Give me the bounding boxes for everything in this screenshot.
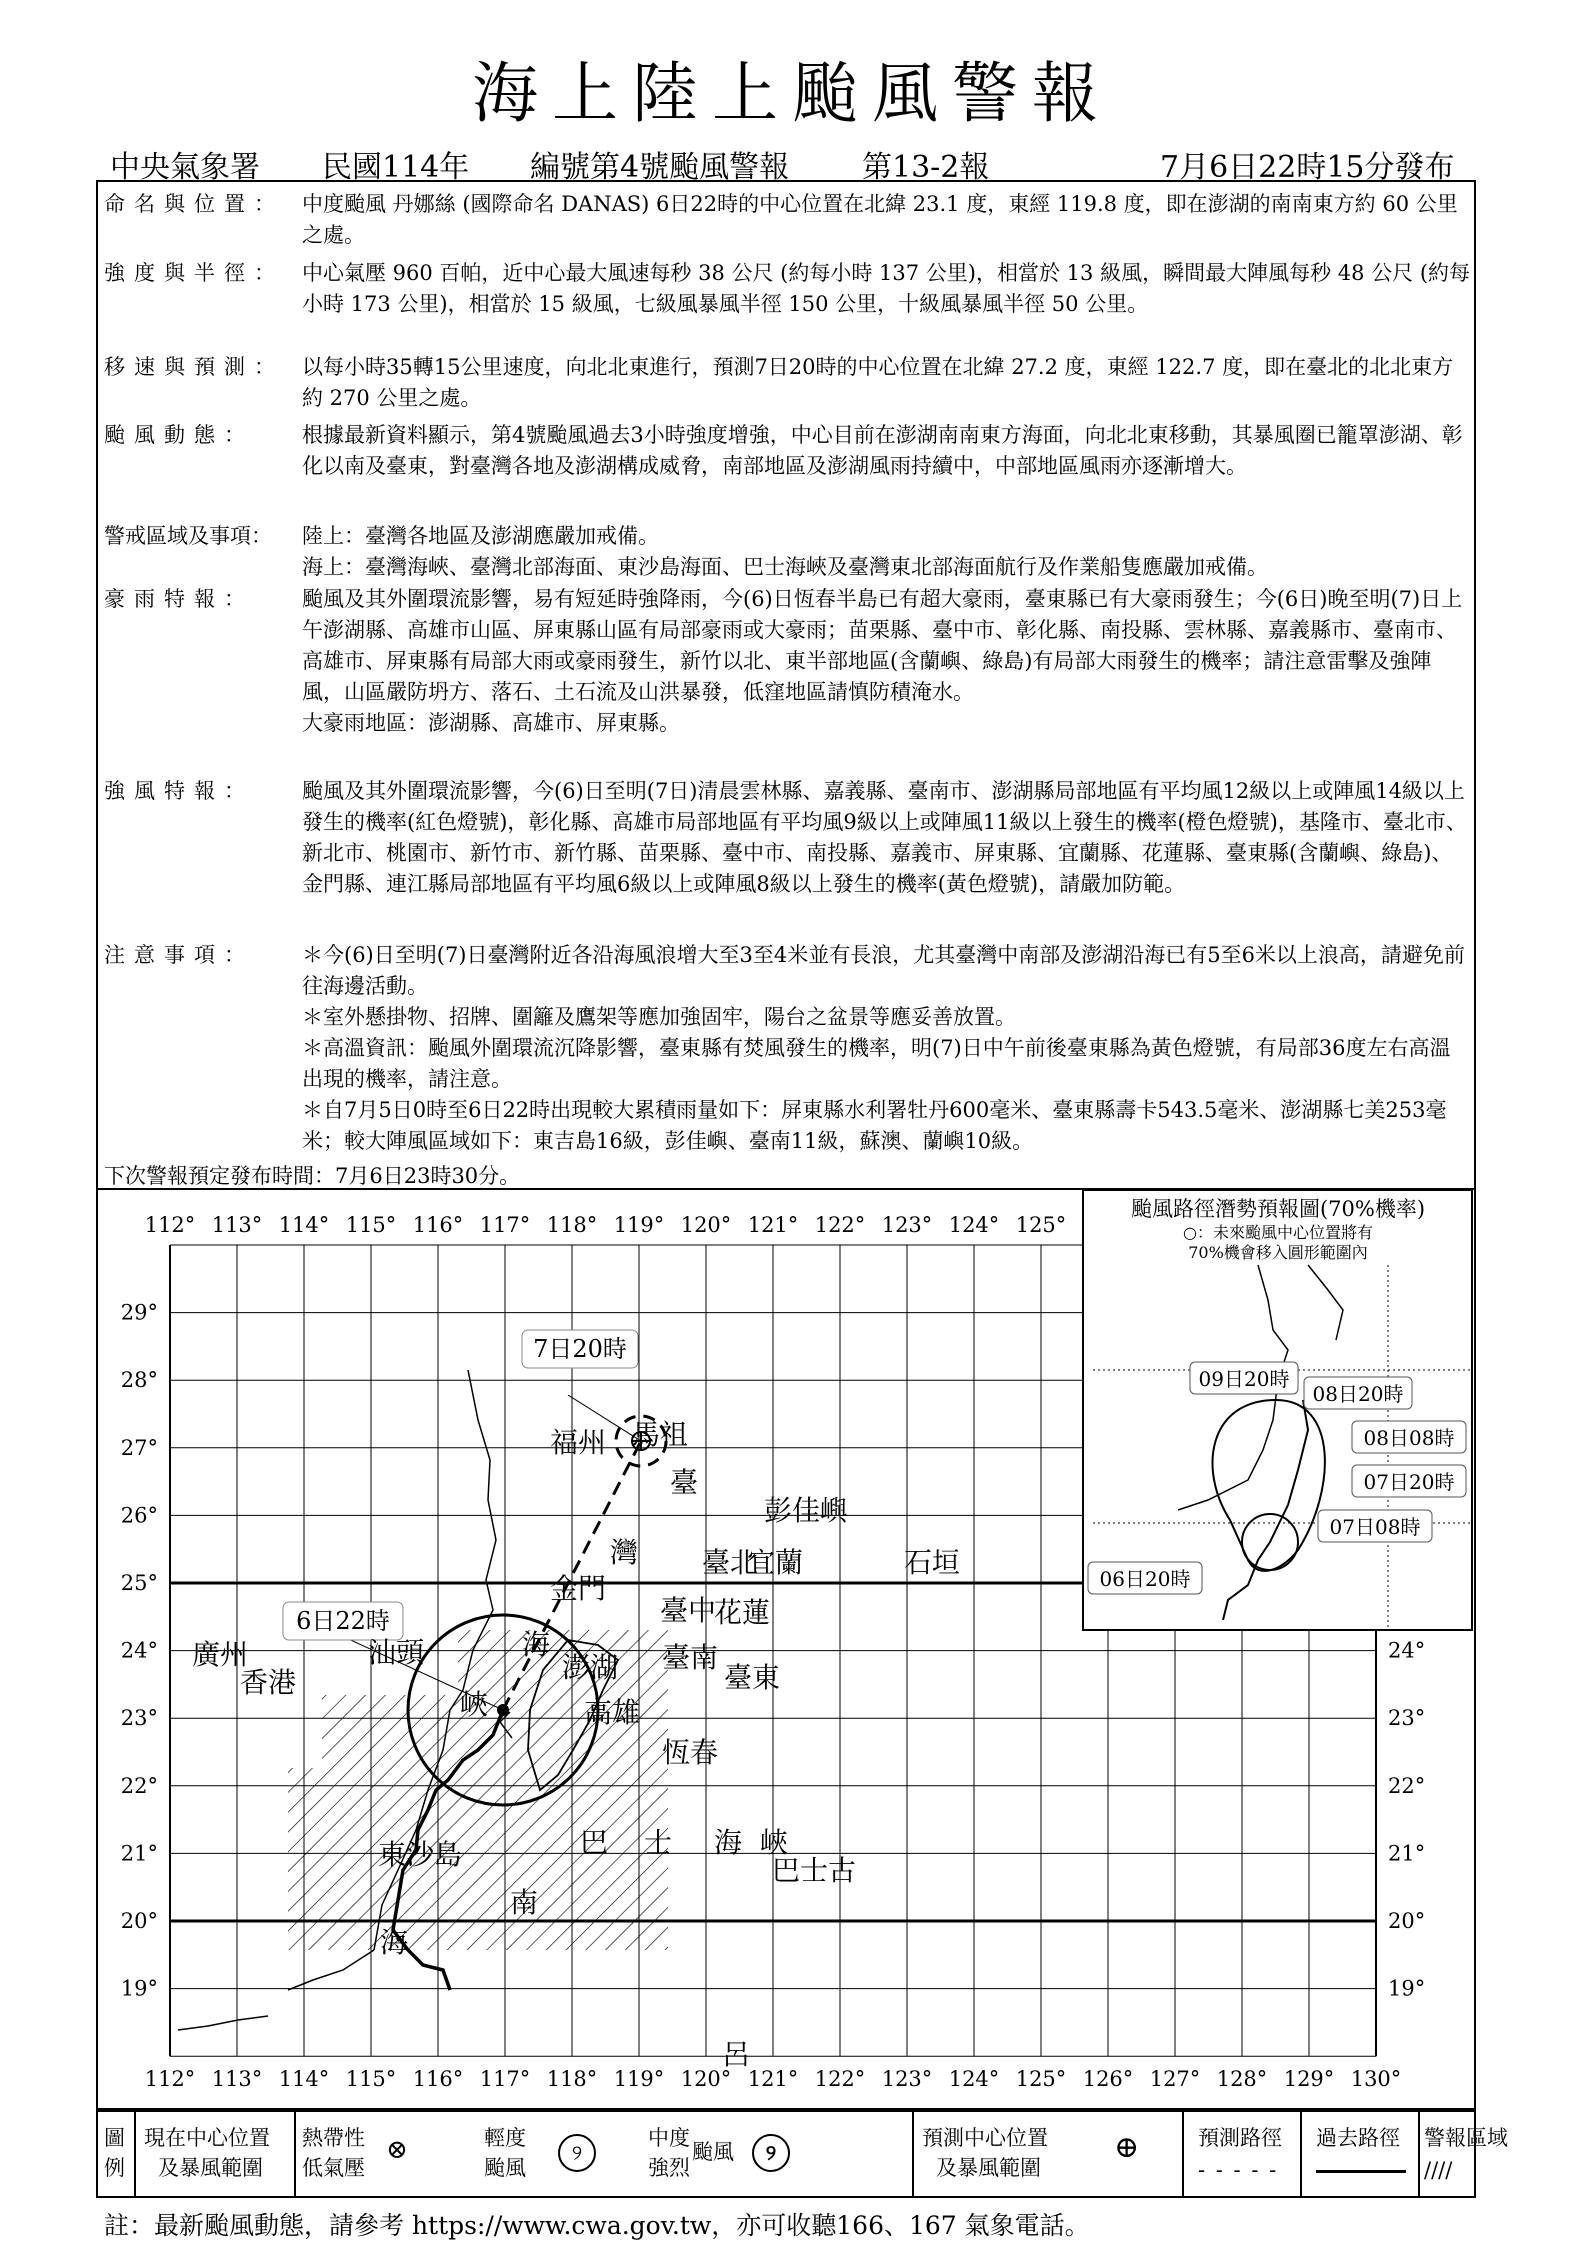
lon-label: 115° (345, 2067, 397, 2092)
legend-text: 中度 (648, 2126, 690, 2150)
place-hai2: 海 (714, 1826, 743, 1859)
legend-head (98, 2112, 134, 2196)
inset-time-label: 07日08時 (1329, 1515, 1421, 1539)
lon-label: 118° (546, 2067, 598, 2092)
lat-label: 19° (120, 1976, 158, 2001)
warning-number: 編號第4號颱風警報 (530, 150, 790, 185)
lon-label: 114° (278, 1213, 330, 1237)
legend-text: 強烈 (648, 2156, 690, 2180)
section-text: 以每小時35轉15公里速度，向北北東進行，預測7日20時的中心位置在北緯 27.2 度，東經 122.7 度，即在臺北的北北東方約 270 公里之處。 (302, 355, 1454, 410)
lat-label: 26° (120, 1503, 158, 1528)
place-pengjia: 彭佳嶼 (764, 1494, 849, 1527)
next-warning-time: 下次警報預定發布時間：7月6日23時30分。 (104, 1164, 521, 1188)
warning-area-hatch (322, 1695, 458, 1950)
section-label: 豪雨特報： (104, 587, 254, 611)
place-shiyuan: 石垣 (904, 1546, 961, 1579)
section-text: 颱風及其外圍環流影響，今(6)日至明(7日)清晨雲林縣、嘉義縣、臺南市、澎湖縣局部地區有平均風12級以上或陣風14級以上發生的機率(紅色燈號)，彰化縣、高雄市局部地區有平均風9級以上或陣風11級以上發生的機率(橙色燈號)，基隆市、臺北市、新北市、桃園市、新竹市、新竹縣、苗栗縣、臺中市、南投縣、嘉義市、屏東縣、宜蘭縣、花蓮縣、臺東縣(含蘭嶼、綠島)、金門縣、連江縣局部地區有平均風6級以上或陣風8級以上發生的機率(黃色燈號)，請嚴加防範。 (302, 779, 1467, 896)
note-item: ＊室外懸掛物、招牌、圍籬及鷹架等應加強固牢，陽台之盆景等應妥善放置。 (302, 1005, 1016, 1029)
lon-label: 124° (948, 1213, 1000, 1237)
place-shantou: 汕頭 (368, 1636, 425, 1669)
forecast-center-icon: ⊕ (1114, 2130, 1140, 2165)
inset-time-label: 09日20時 (1198, 1367, 1290, 1391)
year: 民國114年 (322, 150, 470, 185)
section-text: 中度颱風 丹娜絲 (國際命名 DANAS) 6日22時的中心位置在北緯 23.1 度，東經 119.8 度，即在澎湖的南南東方約 60 公里之處。 (302, 192, 1458, 247)
map-svg (98, 1190, 1474, 2108)
legend-forecast (912, 2112, 1182, 2196)
legend-text: 颱風 (692, 2140, 734, 2164)
lon-label: 130° (1350, 2067, 1402, 2092)
legend-text: 警報區域 (1424, 2126, 1508, 2150)
place-xianggang: 香港 (240, 1666, 297, 1699)
place-bashigu: 巴士古 (772, 1854, 857, 1887)
legend (96, 2110, 1508, 2198)
inset-note: 70%機會移入圓形範圍內 (1188, 1243, 1368, 1262)
lat-label: 29° (120, 1300, 158, 1325)
section-text: 中心氣壓 960 百帕，近中心最大風速每秒 38 公尺 (約每小時 137 公里)，相當於 13 級風，瞬間最大陣風每秒 48 公尺 (約每小時 173 公里)，相當於 15 級風，七級風暴風半徑 150 公里，十級風暴風半徑 50 公里。 (302, 261, 1471, 316)
lon-label: 127° (1149, 2067, 1201, 2092)
solid-line-icon (1316, 2170, 1406, 2173)
lat-label: 21° (120, 1841, 158, 1866)
place-xia: 峽 (460, 1688, 489, 1721)
section-label: 移速與預測： (104, 355, 284, 379)
inset-time-label: 06日20時 (1099, 1567, 1191, 1591)
typhoon-map (96, 1188, 1476, 2110)
agency: 中央氣象署 (110, 150, 260, 185)
lon-label: 122° (814, 1213, 866, 1237)
inset-note: ○：未來颱風中心位置將有 (1183, 1223, 1373, 1242)
legend-text: 低氣壓 (302, 2156, 365, 2180)
note-item: ＊高溫資訊：颱風外圍環流沉降影響，臺東縣有焚風發生的機率，明(7)日中午前後臺東縣為黃色燈號，有局部36度左右高溫出現的機率，請注意。 (302, 1036, 1451, 1091)
place-dongsha: 東沙島 (378, 1838, 463, 1871)
dashed-line-icon: - - - - - (1198, 2158, 1279, 2182)
lon-label: 112° (144, 1213, 196, 1237)
lon-label: 113° (211, 1213, 263, 1237)
lat-label: 25° (120, 1571, 158, 1595)
place-nan: 南 (510, 1886, 539, 1919)
section-label: 颱風動態： (104, 423, 254, 447)
legend-text: 輕度 (484, 2126, 526, 2150)
inset-time-label: 07日20時 (1363, 1470, 1455, 1494)
tropical-depression-icon: ⊗ (386, 2135, 408, 2165)
place-hai: 海 (522, 1628, 551, 1661)
lat-label: 20° (1388, 1909, 1426, 1933)
legend-head-text: 圖 (104, 2126, 125, 2150)
rain-text: 颱風及其外圍環流影響，易有短延時強降雨，今(6)日恆春半島已有超大豪雨，臺東縣已有大豪雨發生；今(6日)晚至明(7)日上午澎湖縣、高雄市山區、屏東縣山區有局部豪雨或大豪雨；苗栗縣、臺中市、彰化縣、南投縣、雲林縣、嘉義縣市、臺南市、高雄市、屏東縣有局部大雨或豪雨發生，新竹以北、東半部地區(含蘭嶼、綠島)有局部大雨發生的機率；請注意雷擊及強陣風，山區嚴防坍方、落石、土石流及山洪暴發，低窪地區請慎防積淹水。 (302, 587, 1463, 704)
lon-label: 112° (144, 2067, 196, 2092)
lon-label: 118° (546, 1213, 598, 1237)
section-label: 強度與半徑： (104, 261, 284, 285)
legend-past-path (1300, 2112, 1418, 2196)
section-label: 注意事項： (104, 943, 254, 967)
lon-label: 126° (1082, 2067, 1134, 2092)
lon-label: 116° (412, 1213, 464, 1237)
china-coastline (288, 1950, 374, 1990)
lon-label: 124° (948, 2067, 1000, 2092)
mild-typhoon-icon: ୨ (558, 2134, 596, 2172)
inset-title: 颱風路徑潛勢預報圖(70%機率) (1130, 1197, 1426, 1221)
lon-label: 123° (881, 1213, 933, 1237)
place-hualian: 花蓮 (714, 1596, 771, 1629)
sea-warning: 海上：臺灣海峽、臺灣北部海面、東沙島海面、巴士海峽及臺灣東北部海面航行及作業船隻應嚴加戒備。 (302, 555, 1268, 579)
place-shi: 士 (644, 1826, 673, 1859)
section-text: 根據最新資料顯示，第4號颱風過去3小時強度增強，中心目前在澎湖南南東方海面，向北北東移動，其暴風圈已籠罩澎湖、彰化以南及臺東，對臺灣各地及澎湖構成威脅，南部地區及澎湖風雨持續中，中部地區風雨亦逐漸增大。 (302, 423, 1463, 478)
lat-label: 22° (120, 1773, 158, 1798)
place-ba: 巴 (580, 1826, 609, 1859)
legend-current (134, 2112, 294, 2196)
report-number: 第13-2報 (862, 150, 990, 185)
section-label: 強風特報： (104, 779, 254, 803)
inset-time-label: 08日20時 (1312, 1382, 1404, 1406)
legend-head-text: 例 (104, 2156, 125, 2180)
lon-label: 117° (479, 1213, 531, 1237)
place-hai3: 海 (380, 1926, 409, 1959)
lat-label: 28° (120, 1368, 158, 1393)
legend-text: 颱風 (484, 2156, 526, 2180)
lat-label: 19° (1388, 1976, 1426, 2001)
legend-text: 熱帶性 (302, 2126, 365, 2150)
place-taidong: 臺東 (724, 1661, 781, 1694)
place-jinmen: 金門 (550, 1572, 607, 1605)
hatch-icon: //// (1424, 2158, 1453, 2182)
lon-label: 119° (613, 1213, 665, 1237)
warning-area-hatch (288, 1768, 322, 1950)
callout-forecast-label: 7日20時 (533, 1335, 627, 1363)
legend-text: 過去路徑 (1316, 2126, 1400, 2150)
lon-label: 122° (814, 2067, 866, 2092)
place-lu: 呂 (722, 2038, 751, 2071)
lon-label: 125° (1015, 2067, 1067, 2092)
place-taizhong: 臺中 (660, 1594, 717, 1627)
legend-warning-area (1418, 2112, 1508, 2196)
place-wan: 灣 (610, 1536, 639, 1569)
legend-text: 及暴風範圍 (936, 2156, 1041, 2180)
lat-label: 24° (1388, 1638, 1426, 1663)
place-penghu: 澎湖 (562, 1651, 619, 1684)
place-fuzhou: 福州 (550, 1426, 607, 1459)
note-item: ＊自7月5日0時至6日22時出現較大累積雨量如下：屏東縣水利署牡丹600毫米、臺東縣壽卡543.5毫米、澎湖縣七美253毫米；較大陣風區域如下：東吉島16級，彭佳嶼、臺南11級，蘇澳、蘭嶼10級。 (302, 1098, 1447, 1153)
section-text (302, 521, 1470, 583)
lat-label: 27° (120, 1435, 158, 1460)
place-taibei: 臺北 (702, 1546, 759, 1579)
lat-label: 23° (1388, 1706, 1426, 1731)
place-mazu: 馬祖 (632, 1418, 689, 1451)
lon-label: 125° (1015, 1213, 1067, 1237)
lon-label: 120° (680, 2067, 732, 2092)
lat-label: 22° (1388, 1773, 1426, 1798)
lon-label: 129° (1283, 2067, 1335, 2092)
china-coastline (468, 1370, 490, 1500)
lat-label: 24° (120, 1638, 158, 1663)
note-item: ＊今(6)日至明(7)日臺灣附近各沿海風浪增大至3至4米並有長浪，尤其臺灣中南部及澎湖沿海已有5至6米以上浪高，請避免前往海邊活動。 (302, 943, 1465, 998)
legend-predicted-path (1182, 2112, 1300, 2196)
lon-label: 121° (747, 2067, 799, 2092)
place-gaoxiong: 高雄 (584, 1696, 641, 1729)
lon-label: 117° (479, 2067, 531, 2092)
place-yilan: 宜蘭 (747, 1546, 804, 1579)
place-xia2: 峽 (760, 1826, 789, 1859)
legend-text: 及暴風範圍 (158, 2156, 263, 2180)
lon-label: 120° (680, 1213, 732, 1237)
lon-label: 114° (278, 2067, 330, 2092)
lon-label: 115° (345, 1213, 397, 1237)
china-coastline (178, 2016, 268, 2030)
place-tainan: 臺南 (662, 1641, 719, 1674)
section-label: 警戒區域及事項： (104, 524, 272, 548)
strong-typhoon-icon: ୨ (752, 2134, 790, 2172)
lon-label: 113° (211, 2067, 263, 2092)
section-label: 命名與位置： (104, 192, 284, 216)
page-title: 海上陸上颱風警報 (472, 55, 1112, 132)
lon-label: 116° (412, 2067, 464, 2092)
callout-now-label: 6日22時 (296, 1607, 390, 1635)
lon-label: 128° (1216, 2067, 1268, 2092)
place-taiwan_tai: 臺 (670, 1466, 699, 1499)
inset-time-label: 08日08時 (1363, 1426, 1455, 1450)
legend-text: 預測路徑 (1198, 2126, 1282, 2150)
land-warning: 陸上：臺灣各地區及澎湖應嚴加戒備。 (302, 524, 659, 548)
lon-label: 119° (613, 2067, 665, 2092)
lon-label: 123° (881, 2067, 933, 2092)
legend-text: 現在中心位置 (144, 2126, 270, 2150)
footer-note: 註：最新颱風動態，請參考 https://www.cwa.gov.tw，亦可收聽166、167 氣象電話。 (104, 2211, 1090, 2240)
place-guangzhou: 廣州 (192, 1638, 249, 1671)
legend-text: 預測中心位置 (922, 2126, 1048, 2150)
lat-label: 21° (1388, 1841, 1426, 1866)
place-hengchun: 恆春 (662, 1736, 719, 1769)
legend-intensity (294, 2112, 912, 2196)
section-text (302, 584, 1470, 739)
lon-label: 121° (747, 1213, 799, 1237)
section-text (302, 940, 1470, 1157)
lat-label: 20° (120, 1909, 158, 1933)
issue-time: 7月6日22時15分發布 (1160, 150, 1455, 185)
rain-area: 大豪雨地區：澎湖縣、高雄市、屏東縣。 (302, 711, 680, 735)
lat-label: 23° (120, 1706, 158, 1731)
